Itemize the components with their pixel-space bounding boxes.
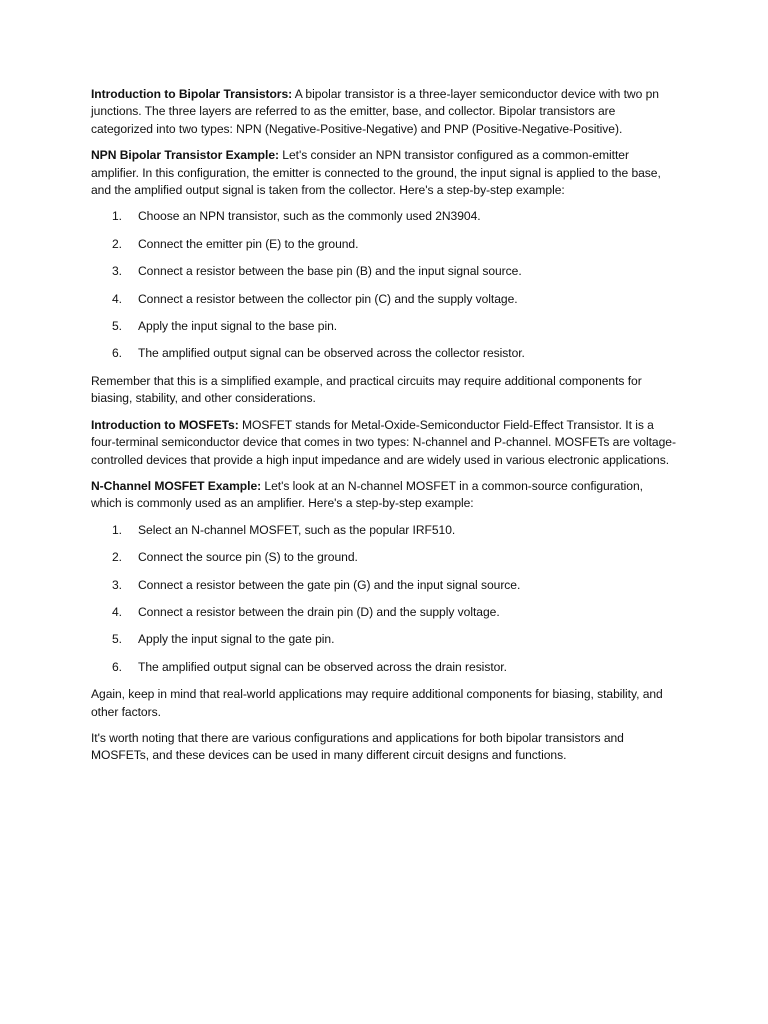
- list-item-text: Connect the emitter pin (E) to the ground.: [138, 236, 359, 251]
- list-item-text: Connect the source pin (S) to the ground.: [138, 550, 358, 565]
- list-item-number: 1.: [112, 522, 122, 537]
- list-item-number: 2.: [112, 550, 122, 565]
- npn-steps-list: [91, 208, 676, 362]
- list-item-number: 3.: [112, 264, 122, 279]
- mosfet-steps-list: [91, 522, 676, 676]
- mosfet-intro-text: MOSFET stands for Metal-Oxide-Semiconductor Field-Effect Transistor. It is a four-terminal semiconductor device that comes in two types: N-channel and P-channel. MOSFETs are voltage-controlled devices that provide a high input impedance and are widely used in various electronic applications.: [91, 417, 676, 467]
- list-item: [91, 522, 676, 539]
- list-item: [91, 263, 676, 280]
- list-item-number: 3.: [112, 577, 122, 592]
- bipolar-intro-text: A bipolar transistor is a three-layer semiconductor device with two pn junctions. The three layers are referred to as the emitter, base, and collector. Bipolar transistors are categorized into two types: NPN (Negative-Positive-Negative) and PNP (Positive-Negative-Positive).: [91, 87, 659, 136]
- list-item: [91, 208, 676, 225]
- list-item: [91, 345, 676, 362]
- document-page: [91, 86, 676, 774]
- list-item: [91, 318, 676, 335]
- list-item: [91, 577, 676, 594]
- list-item-number: 4.: [112, 604, 122, 619]
- list-item-text: Connect a resistor between the collector pin (C) and the supply voltage.: [138, 291, 518, 306]
- mosfet-intro-paragraph: [91, 417, 676, 469]
- mosfet-intro-heading: Introduction to MOSFETs:: [91, 417, 239, 432]
- npn-example-heading: NPN Bipolar Transistor Example:: [91, 148, 279, 163]
- list-item-text: Select an N-channel MOSFET, such as the popular IRF510.: [138, 522, 456, 537]
- list-item: [91, 604, 676, 621]
- npn-example-text: Let's consider an NPN transistor configured as a common-emitter amplifier. In this configuration, the emitter is connected to the ground, the input signal is applied to the base, and the amplified output signal is taken from the collector. Here's a step-by-step example:: [91, 148, 661, 198]
- list-item-number: 6.: [112, 659, 122, 674]
- list-item: [91, 549, 676, 566]
- list-item-text: The amplified output signal can be observed across the drain resistor.: [138, 659, 507, 674]
- list-item-text: Connect a resistor between the base pin (B) and the input signal source.: [138, 264, 522, 279]
- list-item: [91, 659, 676, 676]
- list-item-number: 2.: [112, 236, 122, 251]
- list-item-text: Choose an NPN transistor, such as the commonly used 2N3904.: [138, 209, 481, 224]
- list-item: [91, 291, 676, 308]
- bipolar-intro-heading: Introduction to Bipolar Transistors:: [91, 87, 293, 101]
- list-item: [91, 236, 676, 253]
- list-item-number: 4.: [112, 291, 122, 306]
- mosfet-example-text: Let's look at an N-channel MOSFET in a common-source configuration, which is commonly used as an amplifier. Here's a step-by-step example:: [91, 478, 643, 511]
- closing-paragraph: It's worth noting that there are various configurations and applications for both bipolar transistors and MOSFETs, and these devices can be used in many different circuit designs and functions.: [91, 730, 624, 763]
- list-item-number: 5.: [112, 319, 122, 334]
- list-item-text: Apply the input signal to the gate pin.: [138, 632, 335, 647]
- list-item-text: Apply the input signal to the base pin.: [138, 319, 338, 334]
- npn-note-paragraph: Remember that this is a simplified example, and practical circuits may require additional components for biasing, stability, and other considerations.: [91, 373, 642, 406]
- list-item: [91, 631, 676, 648]
- list-item-number: 5.: [112, 632, 122, 647]
- list-item-number: 1.: [112, 209, 122, 224]
- bipolar-intro-paragraph: [91, 86, 676, 138]
- mosfet-note-paragraph: Again, keep in mind that real-world applications may require additional components for biasing, stability, and other factors.: [91, 687, 663, 719]
- mosfet-example-paragraph: [91, 478, 676, 513]
- list-item-text: Connect a resistor between the gate pin (G) and the input signal source.: [138, 577, 521, 592]
- npn-example-paragraph: [91, 147, 676, 199]
- list-item-text: The amplified output signal can be observed across the collector resistor.: [138, 346, 525, 361]
- list-item-number: 6.: [112, 346, 122, 361]
- list-item-text: Connect a resistor between the drain pin (D) and the supply voltage.: [138, 604, 500, 619]
- mosfet-example-heading: N-Channel MOSFET Example:: [91, 478, 262, 493]
